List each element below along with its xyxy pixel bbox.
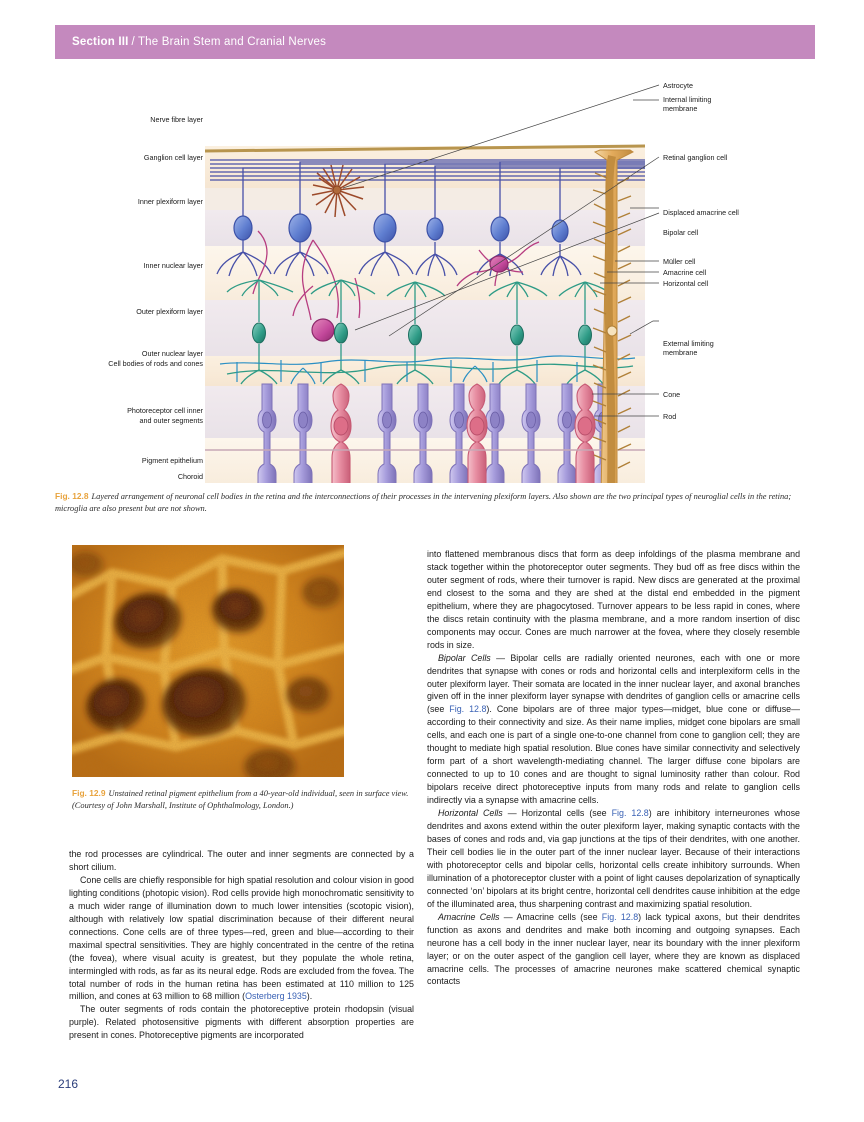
left-label-ganglion-cell-layer: Ganglion cell layer xyxy=(143,153,203,162)
figure-12-8-caption-text: Layered arrangement of neuronal cell bodies in the retina and the interconnections of their processes in the intervening plexiform layers. Also shown are the two principal types of neuroglial cells in the retina; microglia are also present but are not shown. xyxy=(55,492,792,514)
left-label-nerve-fibre-layer: Nerve fibre layer xyxy=(150,115,203,124)
right-label-external-limiting-2: membrane xyxy=(663,348,698,357)
left-label-inner-nuclear-layer: Inner nuclear layer xyxy=(143,261,203,270)
page-header-text xyxy=(55,36,326,48)
header-title: The Brain Stem and Cranial Nerves xyxy=(137,36,327,48)
cross-reference[interactable]: Fig. 12.8 xyxy=(611,808,649,819)
right-label-muller-cell: Müller cell xyxy=(663,257,696,266)
right-label-internal-limiting-1: Internal limiting xyxy=(663,95,712,104)
cross-reference[interactable]: Fig. 12.8 xyxy=(601,911,639,922)
header-separator: / xyxy=(131,36,135,48)
figure-12-9-caption-text: Unstained retinal pigment epithelium from a 40-year-old individual, seen in surface view. (Courtesy of John Marshall, Institute of Ophthalmology, London.) xyxy=(72,789,409,811)
paragraph: Amacrine Cells — Amacrine cells (see Fig. 12.8) lack typical axons, but their dendrites function as axons and dendrites and make both incoming and outgoing synapses. Each neurone has a cell body in the inner nuclear layer, near its boundary with the inner plexiform layer; or on the outer aspect of the ganglion cell layer, where they are known as displaced amacrine cells. The processes of amacrine neurones make scattered chemical synaptic contacts xyxy=(427,911,800,987)
right-label-horizontal-cell: Horizontal cell xyxy=(663,279,709,288)
figure-12-8 xyxy=(55,68,815,483)
left-label-photoreceptor-inner: Photoreceptor cell inner xyxy=(127,406,203,415)
right-label-displaced-amacrine-cell: Displaced amacrine cell xyxy=(663,208,739,217)
figure-12-9-caption xyxy=(72,787,417,813)
right-label-bipolar-cell: Bipolar cell xyxy=(663,228,699,237)
paragraph: Horizontal Cells — Horizontal cells (see Fig. 12.8) are inhibitory interneurones whose dendrites and axons extend within the outer plexiform layer, making synaptic contacts with the bases of cones and rods and, via gap junctions at the tips of their dendrites, with one another. Their cell bodies lie in the outer part of the inner nuclear layer. Because of their interactions with photoreceptor cells and bipolar cells, horizontal cells create inhibitory surrounds. When illumination of a photoreceptor cluster with a point of light causes depolarization of synaptically connected ‘on’ bipolars at its bright centre, horizontal cell dendrites cause inhibition at the edge of the illuminated area, thus sharpening contrast and maximizing spatial resolution. xyxy=(427,808,800,909)
figure-12-8-caption-number: Fig. 12.8 xyxy=(55,491,89,501)
term-heading: Bipolar Cells xyxy=(438,652,491,663)
retinal-pigment-epithelium-micrograph xyxy=(72,545,344,777)
term-heading: Horizontal Cells xyxy=(438,808,503,819)
paragraph: The outer segments of rods contain the photoreceptive protein rhodopsin (visual purple). Related photosensitive pigments with different absorption properties are present in cones. Photoreceptive pigments are incorporated xyxy=(69,1004,414,1041)
section-label: Section III xyxy=(72,36,129,48)
paragraph: the rod processes are cylindrical. The outer and inner segments are connected by a short cilium. xyxy=(69,849,414,872)
right-label-retinal-ganglion-cell: Retinal ganglion cell xyxy=(663,153,728,162)
body-text-right-column xyxy=(427,548,800,988)
left-label-photoreceptor-outer: and outer segments xyxy=(139,416,203,425)
paragraph: Bipolar Cells — Bipolar cells are radially oriented neurones, each with one or more dendrites that synapse with cones or rods and horizontal cells and interplexiform cells in the outer plexiform layer. Their somata are located in the inner nuclear layer, and axonal branches given off in the inner plexiform layer synapse with dendrites of ganglion cells or amacrine cells (see Fig. 12.8). Cone bipolars are of three major types—midget, blue cone or diffuse—according to their connectivity and size. As their name implies, midget cone bipolars are small cells, and each one is part of a single one-to-one channel from cone to ganglion cell; they are thought to mediate high spatial resolution. Blue cones have similar connectivity and selectively form part of a short wavelength-mediating channel. The larger diffuse cone bipolars are connected to up to 10 cones and are thought to signal luminosity rather than colour. Rod bipolars receive direct photoreceptive inputs from many rods and relate to ganglion cells indirectly via a synapse with amacrine cells. xyxy=(427,652,800,806)
page-number: 216 xyxy=(58,1077,79,1091)
term-heading: Amacrine Cells xyxy=(438,911,500,922)
paragraph: Cone cells are chiefly responsible for high spatial resolution and colour vision in good lighting conditions (photopic vision). Rod cells provide high monochromatic sensitivity to a much wider range of illumination down to much lower intensities (scotopic vision), although with relatively low spatial discrimination because of their different neural connections. Cone cells are of three types—red, green and blue—according to their maximal spectral sensitivities. They are highly concentrated in the centre of the retina (the fovea), where visual acuity is greatest, but they populate the whole retina, intermingled with rods, as far as its neural edge. Rods are excluded from the fovea. The total number of rods in the human retina has been estimated at 110 million to 125 million, and cones at 63 million to 68 million (Osterberg 1935). xyxy=(69,874,414,1002)
left-label-pigment-epithelium: Pigment epithelium xyxy=(141,456,203,465)
right-label-internal-limiting-2: membrane xyxy=(663,104,698,113)
figure-12-9-caption-number: Fig. 12.9 xyxy=(72,788,106,798)
body-text-left-column xyxy=(69,848,414,1042)
right-label-rod: Rod xyxy=(663,412,677,421)
right-label-amacrine-cell: Amacrine cell xyxy=(663,268,707,277)
right-label-group xyxy=(663,81,739,421)
retina-layers-diagram xyxy=(55,68,815,483)
right-label-astrocyte: Astrocyte xyxy=(663,81,693,90)
cross-reference[interactable]: Fig. 12.8 xyxy=(449,704,487,715)
paragraph: into flattened membranous discs that form as deep infoldings of the plasma membrane and stack together within the photoreceptor outer segments. They bud off as free discs within the outer segment of rods, where their turnover is rapid. New discs are generated at the proximal end closest to the soma and they are shed at the distal end embedded in the pigment epithelium, where they are phagocytosed. Turnover appears to be less rapid in cones, where the discs retain continuity with the plasma membrane, and a more random insertion of disc components may occur. Cones are much narrower at the fovea, where they closely resemble rods in size. xyxy=(427,549,800,650)
right-label-external-limiting-1: External limiting xyxy=(663,339,714,348)
page-header-bar xyxy=(55,25,815,59)
muller-cell-nucleus xyxy=(607,326,617,336)
left-label-outer-plexiform-layer: Outer plexiform layer xyxy=(136,307,203,316)
left-label-cell-bodies-rods-cones: Cell bodies of rods and cones xyxy=(108,359,203,368)
cross-reference[interactable]: Osterberg 1935 xyxy=(245,991,307,1002)
right-label-cone: Cone xyxy=(663,390,681,399)
left-label-outer-nuclear-layer: Outer nuclear layer xyxy=(141,349,203,358)
left-label-group xyxy=(108,115,203,481)
left-label-inner-plexiform-layer: Inner plexiform layer xyxy=(137,197,203,206)
left-label-choroid: Choroid xyxy=(177,472,203,481)
figure-12-9 xyxy=(72,545,344,777)
figure-12-8-caption xyxy=(55,490,815,516)
